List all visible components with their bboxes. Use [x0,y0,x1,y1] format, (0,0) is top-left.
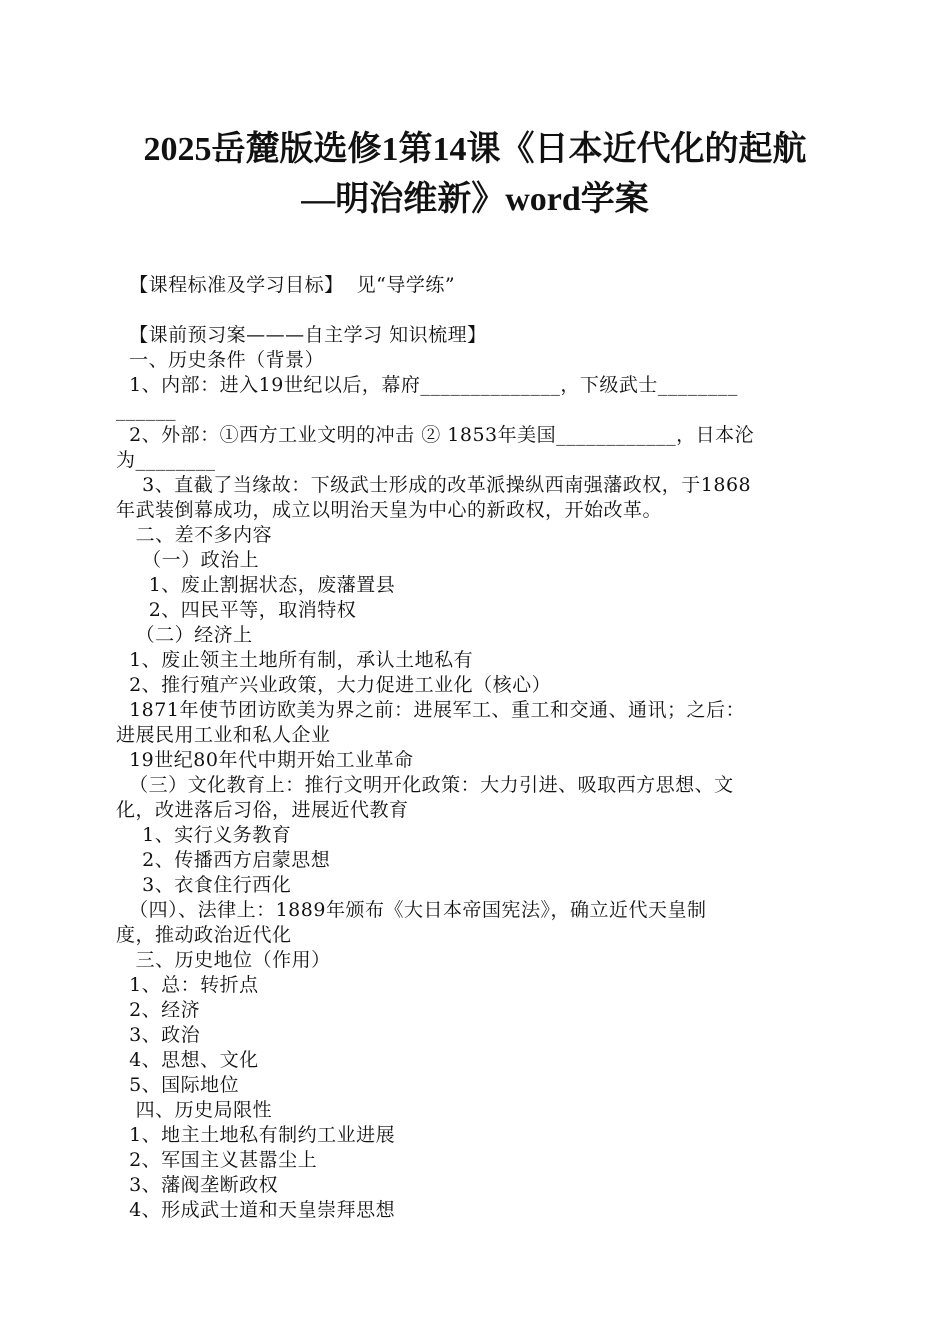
text-line: 化，改进落后习俗，进展近代教育 [116,799,409,821]
text-line: 4、思想、文化 [116,1049,259,1071]
text-line: 2、推行殖产兴业政策，大力促进工业化（核心） [116,674,552,696]
text-line: 2、外部：①西方工业文明的冲击 ② 1853年美国____________，日本沦 [116,424,755,446]
text-line: 3、直截了当缘故：下级武士形成的改革派操纵西南强藩政权，于1868 [116,474,752,496]
text-line: （一）政治上 [116,549,260,571]
text-line: 2、四民平等，取消特权 [116,599,357,621]
text-line: 5、国际地位 [116,1074,240,1096]
text-line: 年武装倒幕成功，成立以明治天皇为中心的新政权，开始改革。 [116,499,663,521]
preview-section [116,323,836,1223]
document-title-line-1: 2025岳麓版选修1第14课《日本近代化的起航 [143,131,807,168]
text-line: 1、内部：进入19世纪以后，幕府______________，下级武士________ [116,374,738,396]
text-line: 1、地主土地私有制约工业进展 [116,1124,396,1146]
text-line: 四、历史局限性 [116,1099,273,1121]
text-line: ______ [116,399,176,421]
text-line: （三）文化教育上：推行文明开化政策：大力引进、吸取西方思想、文 [116,774,734,796]
text-line: 2、军国主义甚嚣尘上 [116,1149,318,1171]
text-line: 1、总：转折点 [116,974,259,996]
text-line: 2、经济 [116,999,201,1021]
text-line: 3、衣食住行西化 [116,874,292,896]
text-line: 2、传播西方启蒙思想 [116,849,331,871]
text-line: （二）经济上 [116,624,253,646]
text-line: 三、历史地位（作用） [116,949,331,971]
learning-objectives-section [116,273,836,298]
text-line: 【课前预习案———自主学习 知识梳理】 [116,324,487,346]
text-line: （四）、法律上：1889年颁布《大日本帝国宪法》，确立近代天皇制 [116,899,707,921]
text-line: 3、藩阀垄断政权 [116,1174,279,1196]
text-line: 1、实行义务教育 [116,824,292,846]
document-body [116,273,836,1223]
text-line: 为________ [116,449,216,471]
text-line: 1871年使节团访欧美为界之前：进展军工、重工和交通、通讯；之后： [116,699,745,721]
document-title-line-2: —明治维新》word学案 [301,181,649,218]
text-line: 二、差不多内容 [116,524,273,546]
paragraph-gap [116,298,836,323]
text-line: 度，推动政治近代化 [116,924,292,946]
text-line: 4、形成武士道和天皇崇拜思想 [116,1199,396,1221]
text-line: 19世纪80年代中期开始工业革命 [116,749,414,771]
text-line: 进展民用工业和私人企业 [116,724,331,746]
text-line: 一、历史条件（背景） [116,349,325,371]
text-line: 1、废止割据状态，废藩置县 [116,574,396,596]
text-line: 【课程标准及学习目标】 见“导学练” [116,274,456,296]
text-line: 3、政治 [116,1024,201,1046]
text-line: 1、废止领主土地所有制，承认土地私有 [116,649,474,671]
